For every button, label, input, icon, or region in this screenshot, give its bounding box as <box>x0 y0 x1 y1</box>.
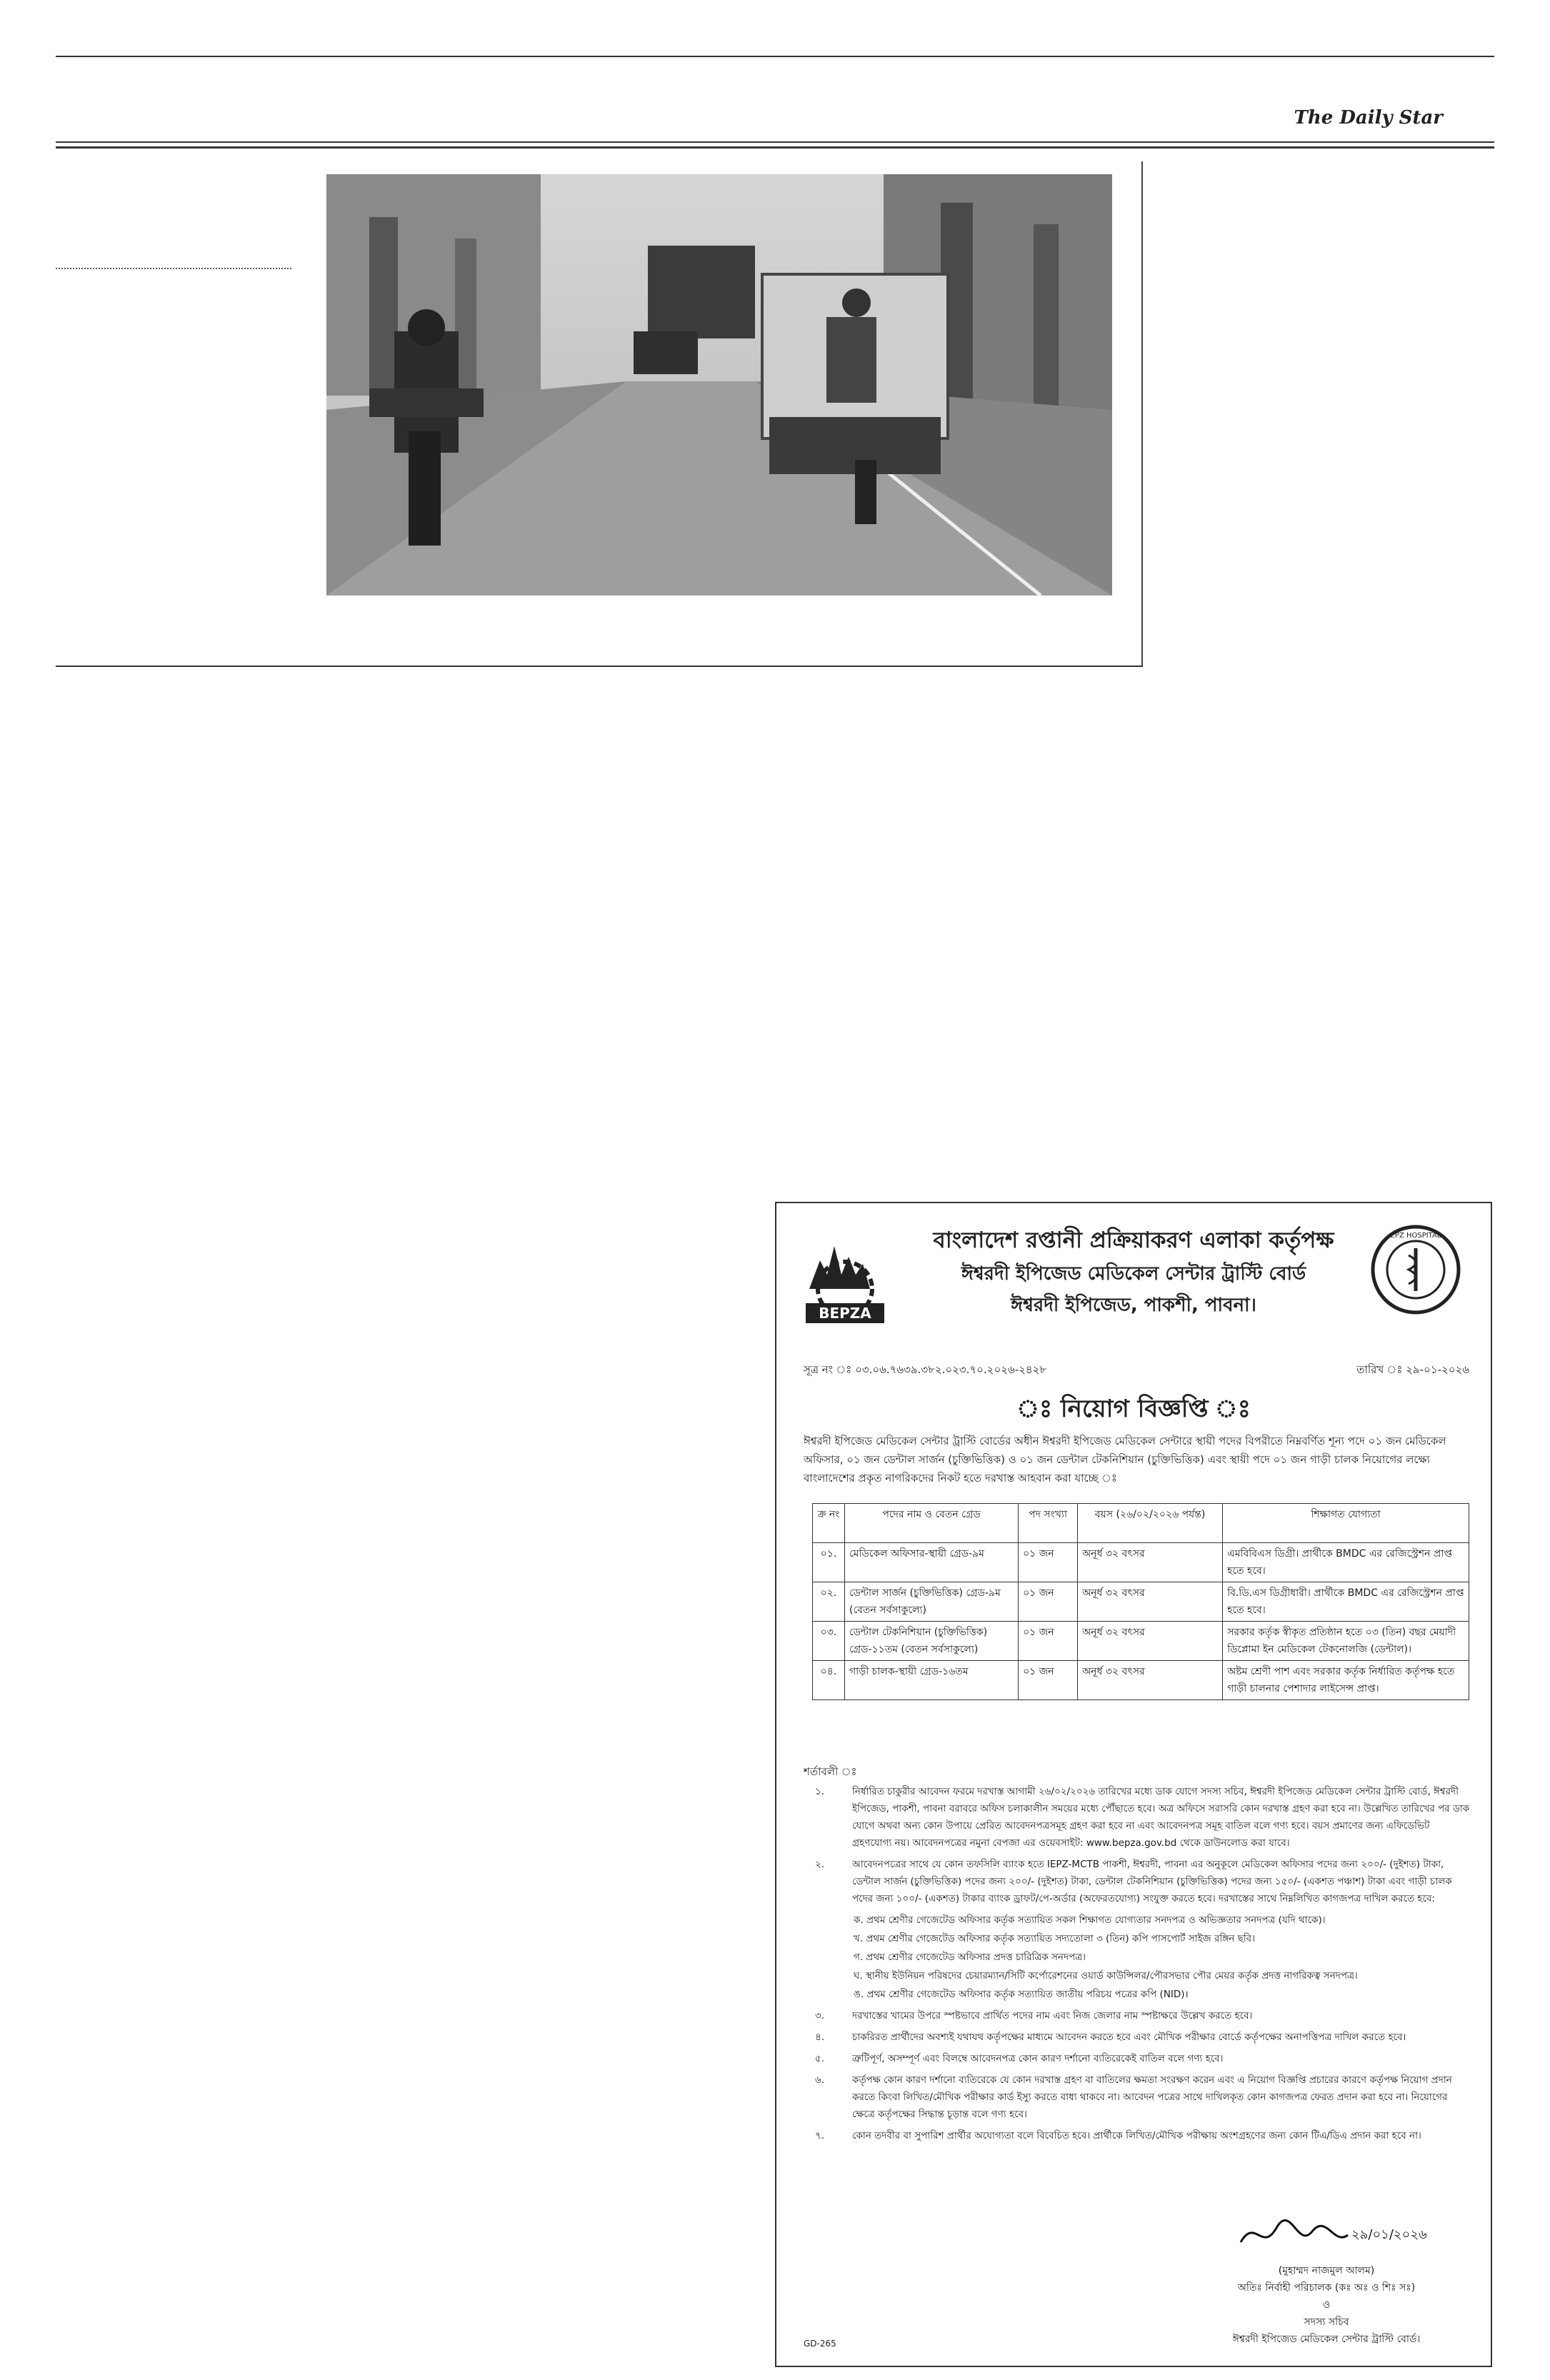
positions-table <box>812 1503 1469 1700</box>
recruitment-notice <box>775 1202 1492 2367</box>
cell-age: অনূর্ধ ৩২ বৎসর <box>1078 1543 1223 1582</box>
cell-count: ০১ জন <box>1019 1661 1078 1700</box>
cell-count: ০১ জন <box>1019 1582 1078 1622</box>
signature-image <box>1234 2214 1427 2256</box>
cell-serial: ০২. <box>813 1582 845 1622</box>
term-text: নির্ধারিত চাকুরীর আবেদন ফরমে দরখাস্ত আগামী ২৬/০২/২০২৬ তারিখের মধ্যে ডাক যোগে সদস্য সচিব, ঈশ্বরদী ইপিজেড মেডিকেল সেন্টার ট্রাস্টি বোর্ড, ঈশ্বরদী ইপিজেড, পাকশী, পাবনা বরাবরে অফিস চলাকালীন সময়ের মধ্যে পৌঁছাতে হবে। অত্র অফিসে সরাসরি কোন দরখাস্ত গ্রহণ করা হবে না। উল্লেখিত তারিখের পর ডাক যোগে অথবা অন্য কোন উপায়ে প্রেরিত আবেদনপত্রসমূহ গ্রহণ করা হবে না এবং আবেদনপত্র সমূহ বাতিল বলে গণ্য হবে। বয়স প্রমাণের জন্য এফিডেভিট গ্রহণযোগ্য নয়। আবেদনপত্রের নমুনা বেপজা এর ওয়েবসাইট: www.bepza.gov.bd থেকে ডাউনলোড করা যাবে। <box>852 1786 1470 1849</box>
terms-list <box>804 1783 1471 2149</box>
top-rule <box>56 56 1494 57</box>
col-header-count: পদ সংখ্যা <box>1019 1504 1078 1543</box>
subterm-item: ঘ. স্থানীয় ইউনিয়ন পরিষদের চেয়ারম্যান/সিটি কর্পোরেশনের ওয়ার্ড কাউন্সিলর/পৌরসভার পৌর মেয়র কর্তৃক প্রদত্ত নাগরিকত্ব সনদপত্র। <box>854 1970 1358 1982</box>
header-double-rule-top <box>56 141 1494 143</box>
signer-title-board: ঈশ্বরদী ইপিজেড মেডিকেল সেন্টার ট্রাস্টি বোর্ড। <box>1232 2334 1421 2345</box>
table-row <box>813 1582 1469 1622</box>
cell-post: মেডিকেল অফিসার-স্থায়ী গ্রেড-৯ম <box>845 1543 1019 1582</box>
table-row <box>813 1661 1469 1700</box>
table-row <box>813 1622 1469 1661</box>
col-header-post: পদের নাম ও বেতন গ্রেড <box>845 1504 1019 1543</box>
col-header-age: বয়স (২৬/০২/২০২৬ পর্যন্ত) <box>1078 1504 1223 1543</box>
subterm-item: ক. প্রথম শ্রেণীর গেজেটেড অফিসার কর্তৃক সত্যায়িত সকল শিক্ষাগত যোগ্যতার সনদপত্র ও অভিজ্ঞতার সনদপত্র (যদি থাকে)। <box>854 1914 1326 1926</box>
list-item <box>804 2072 1471 2123</box>
notice-intro: ঈশ্বরদী ইপিজেড মেডিকেল সেন্টার ট্রাস্টি বোর্ডের অধীন ঈশ্বরদী ইপিজেড মেডিকেল সেন্টারে স্থায়ী পদের বিপরীতে নিম্নবর্ণিত শূন্য পদে ০১ জন মেডিকেল অফিসার, ০১ জন ডেন্টাল সার্জন (চুক্তিভিত্তিক) ও ০১ জন ডেন্টাল টেকনিশিয়ান (চুক্তিভিত্তিক) এবং স্থায়ী পদে ০১ জন গাড়ী চালক নিয়োগের লক্ষ্যে বাংলাদেশের প্রকৃত নাগরিকদের নিকট হতে দরখাস্ত আহবান করা যাচ্ছে ঃ <box>804 1435 1446 1485</box>
cell-qualification: সরকার কর্তৃক স্বীকৃত প্রতিষ্ঠান হতে ০৩ (তিন) বছর মেয়াদী ডিপ্লোমা ইন মেডিকেল টেকনোলজি (ডেন্টাল)। <box>1223 1622 1469 1661</box>
gd-code: GD-265 <box>804 2339 836 2349</box>
cell-post: ডেন্টাল সার্জন (চুক্তিভিত্তিক) গ্রেড-৯ম (বেতন সর্বসাকুল্যে) <box>845 1582 1019 1622</box>
cell-count: ০১ জন <box>1019 1543 1078 1582</box>
cell-qualification: বি.ডি.এস ডিগ্রীধারী। প্রার্থীকে BMDC এর রেজিস্ট্রেশন প্রাপ্ত হতে হবে। <box>1223 1582 1469 1622</box>
notice-title: ঃ নিয়োগ বিজ্ঞপ্তি ঃ <box>1016 1395 1251 1423</box>
header-double-rule-bottom <box>56 146 1494 149</box>
list-item <box>804 1783 1471 1852</box>
cell-age: অনূর্ধ ৩২ বৎসর <box>1078 1661 1223 1700</box>
notice-date: তারিখ ঃ ২৯-০১-২০২৬ <box>1356 1363 1469 1376</box>
signature-date: ২৯/০১/২০২৬ <box>1351 2227 1427 2242</box>
col-header-serial: ক্র নং <box>813 1504 845 1543</box>
term-number: ৪. <box>815 2032 825 2043</box>
list-item <box>804 1856 1471 1907</box>
org-name: বাংলাদেশ রপ্তানী প্রক্রিয়াকরণ এলাকা কর্তৃপক্ষ <box>933 1227 1334 1253</box>
cell-serial: ০৩. <box>813 1622 845 1661</box>
list-item <box>804 2127 1471 2144</box>
list-item <box>804 2029 1471 2046</box>
reference-number: সূত্র নং ঃ ০৩.০৬.৭৬৩৯.৩৮২.০২৩.৭০.২০২৬-২৪২৮ <box>804 1363 1047 1376</box>
cell-age: অনূর্ধ ৩২ বৎসর <box>1078 1622 1223 1661</box>
table-header-row <box>813 1504 1469 1543</box>
cell-serial: ০৪. <box>813 1661 845 1700</box>
org-address: ঈশ্বরদী ইপিজেড, পাকশী, পাবনা। <box>1011 1295 1256 1316</box>
org-board: ঈশ্বরদী ইপিজেড মেডিকেল সেন্টার ট্রাস্টি বোর্ড <box>961 1263 1306 1285</box>
signer-title: অতিঃ নির্বাহী পরিচালক (কঃ অঃ ও শিঃ সঃ) <box>1237 2282 1416 2294</box>
term-text: আবেদনপত্রের সাথে যে কোন তফসিলি ব্যাংক হতে IEPZ-MCTB পাকশী, ঈশ্বরদী, পাবনা এর অনুকূলে মেডিকেল অফিসার পদের জন্য ২০০/- (দুইশত) টাকা, ডেন্টাল সার্জন (চুক্তিভিত্তিক) পদের জন্য ২০০/- (দুইশত) টাকা, ডেন্টাল টেকনিশিয়ান (চুক্তিভিত্তিক) পদের জন্য ১৫০/- (একশত পঞ্চাশ) টাকা এবং গাড়ী চালক পদের জন্য ১০০/- (একশত) টাকার ব্যাংক ড্রাফট/পে-অর্ডার (অফেরতযোগ্য) সংযুক্ত করতে হবে। দরখাস্তের সাথে নিম্নলিখিত কাগজপত্র দাখিল করতে হবে: <box>852 1859 1452 1904</box>
epz-hospital-logo <box>1369 1223 1462 1316</box>
cell-count: ০১ জন <box>1019 1622 1078 1661</box>
table-row <box>813 1543 1469 1582</box>
cell-age: অনূর্ধ ৩২ বৎসর <box>1078 1582 1223 1622</box>
term-text: কর্তৃপক্ষ কোন কারণ দর্শানো ব্যতিরেকে যে কোন দরখাস্ত গ্রহণ বা বাতিলের ক্ষমতা সংরক্ষণ করেন এবং এ নিয়োগ বিজ্ঞপ্তি প্রচারের কারণে কর্তৃপক্ষ নিয়োগ প্রদান করতে কিংবা লিখিত/মৌখিক পরীক্ষার কার্ড ইস্যু করতে বাধ্য থাকবে না। আবেদন পত্রের সাথে দাখিলকৃত কোন কাগজপত্র ফেরত প্রদান করা হবে না। নিয়োগের ক্ষেত্রে কর্তৃপক্ষের সিদ্ধান্ত চূড়ান্ত বলে গণ্য হবে। <box>852 2074 1452 2120</box>
masthead-logo: The Daily Star <box>1294 107 1443 129</box>
news-photo <box>326 174 1112 596</box>
signature-block <box>1176 2214 1476 2348</box>
photo-bottom-rule <box>56 666 1143 667</box>
term-number: ৩. <box>815 2010 825 2022</box>
list-item <box>804 2007 1471 2024</box>
epz-hospital-logo-text: EPZ HOSPITAL <box>1390 1232 1441 1240</box>
signer-name: (মুহাম্মদ নাজমুল আলম) <box>1278 2265 1375 2276</box>
cell-post: ডেন্টাল টেকনিশিয়ান (চুক্তিভিত্তিক) গ্রেড-১১তম (বেতন সর্বসাকুল্যে) <box>845 1622 1019 1661</box>
cell-post: গাড়ী চালক-স্থায়ী গ্রেড-১৬তম <box>845 1661 1019 1700</box>
bepza-logo-text: BEPZA <box>819 1305 871 1322</box>
cell-qualification: অষ্টম শ্রেণী পাশ এবং সরকার কর্তৃক নির্ধারিত কর্তৃপক্ষ হতে গাড়ী চালনার পেশাদার লাইসেন্স প্রাপ্ত। <box>1223 1661 1469 1700</box>
subterm-item: খ. প্রথম শ্রেণীর গেজেটেড অফিসার কর্তৃক সত্যায়িত সদ্যতোলা ৩ (তিন) কপি পাসপোর্ট সাইজ রঙ্গিন ছবি। <box>854 1933 1256 1944</box>
term-number: ৬. <box>815 2074 825 2086</box>
subterm-item: গ. প্রথম শ্রেণীর গেজেটেড অফিসার প্রদত্ত চারিত্রিক সনদপত্র। <box>854 1952 1086 1963</box>
subterm-item: ঙ. প্রথম শ্রেণীর গেজেটেড অফিসার কর্তৃক সত্যায়িত জাতীয় পরিচয় পত্রের কপি (NID)। <box>854 1989 1189 2000</box>
cell-qualification: এমবিবিএস ডিগ্রী। প্রার্থীকে BMDC এর রেজিস্ট্রেশন প্রাপ্ত হতে হবে। <box>1223 1543 1469 1582</box>
term-number: ২. <box>815 1859 825 1870</box>
term-number: ৭. <box>815 2130 825 2142</box>
term-text: চাকরিরত প্রার্থীদের অবশ্যই যথাযথ কর্তৃপক্ষের মাধ্যমে আবেদন করতে হবে এবং মৌখিক পরীক্ষার বোর্ডে কর্তৃপক্ষের অনাপত্তিপত্র দাখিল করতে হবে। <box>852 2032 1406 2043</box>
road-scene-image <box>326 174 1112 596</box>
term-number: ৫. <box>815 2053 825 2064</box>
term-text: দরখাস্তের খামের উপরে স্পষ্টভাবে প্রার্থিত পদের নাম এবং নিজ জেলার নাম স্পষ্টাক্ষরে উল্লেখ করতে হবে। <box>852 2010 1253 2022</box>
term-number: ১. <box>815 1786 825 1797</box>
term-text: কোন তদবীর বা সুপারিশ প্রার্থীর অযোগ্যতা বলে বিবেচিত হবে। প্রার্থীকে লিখিত/মৌখিক পরীক্ষায় অংশগ্রহণের জন্য কোন টিএ/ডিএ প্রদান করা হবে না। <box>852 2130 1421 2142</box>
terms-heading: শর্তাবলী ঃ <box>804 1765 857 1778</box>
cell-serial: ০১. <box>813 1543 845 1582</box>
col-header-qualification: শিক্ষাগত যোগ্যতা <box>1223 1504 1469 1543</box>
signer-title-secretary: সদস্য সচিব <box>1304 2316 1349 2328</box>
list-item <box>804 2050 1471 2067</box>
term-text: ত্রুটিপূর্ণ, অসম্পূর্ণ এবং বিলম্বে আবেদনপত্র কোন কারণ দর্শানো ব্যতিরেকেই বাতিল বলে গণ্য হবে। <box>852 2053 1224 2064</box>
signer-and: ও <box>1322 2299 1331 2311</box>
